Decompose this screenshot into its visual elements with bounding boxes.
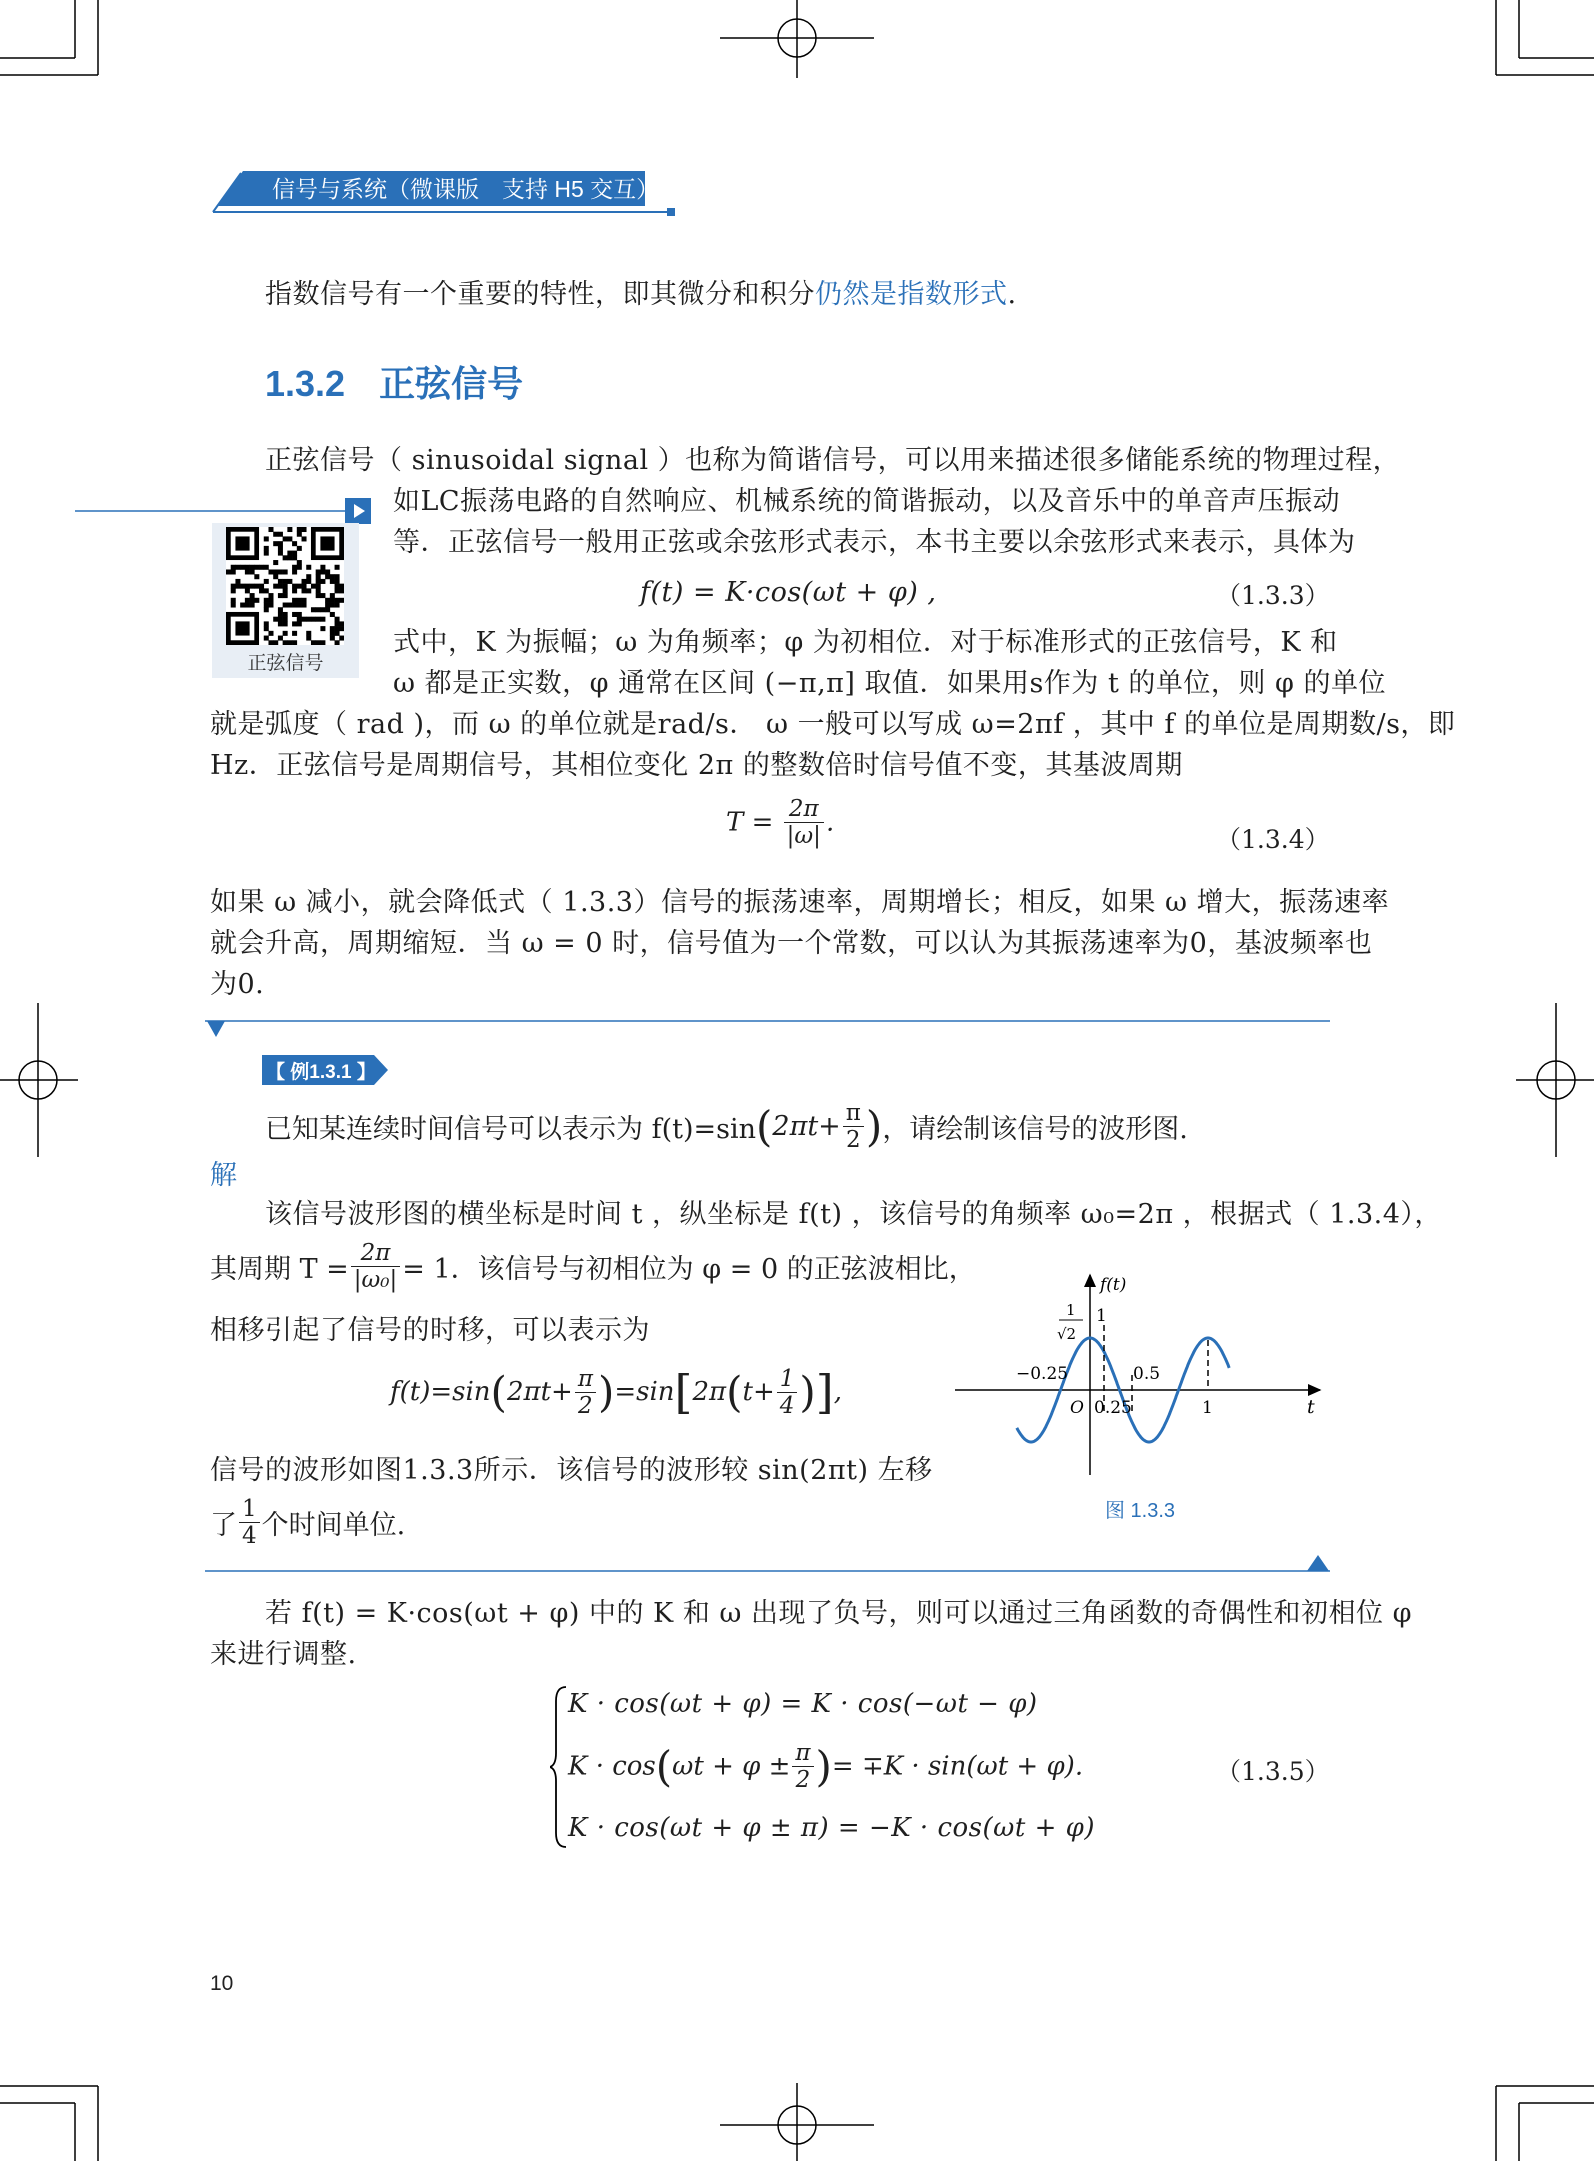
intro-period: .: [1007, 279, 1017, 310]
figure-1-3-3: [950, 1265, 1335, 1480]
body-line-5: ω 都是正实数，φ 通常在区间 (−π,π] 取值．如果用s作为 t 的单位，则 φ 的单位: [393, 668, 1386, 699]
problem-inner: 2πt+: [772, 1111, 841, 1142]
equation-number-1-3-4: （1.3.4）: [1216, 825, 1330, 854]
solution-line-5: [210, 1496, 405, 1549]
sol2-frac-top: 2π: [351, 1240, 400, 1267]
example-bottom-rule: [205, 1547, 1335, 1577]
solution-line-4: 信号的波形如图1.3.3所示．该信号的波形较 sin(2πt) 左移: [210, 1455, 933, 1486]
fig-ylabel: f(t): [1100, 1275, 1127, 1295]
sol2-post: = 1．该信号与初相位为 φ = 0 的正弦波相比，: [402, 1254, 976, 1285]
sol5-frac-top: 1: [239, 1496, 260, 1523]
intro-paragraph: [265, 274, 1017, 315]
page-number: 10: [210, 1972, 234, 1995]
sol2-pre: 其周期 T =: [210, 1254, 349, 1285]
eq134-period: .: [825, 807, 835, 838]
body-line-3: 等．正弦信号一般用正弦或余弦形式表示，本书主要以余弦形式来表示，具体为: [393, 527, 1356, 558]
soleq-c: =sin: [614, 1377, 675, 1407]
soleq-f: ,: [833, 1377, 842, 1407]
soleq-paren-3: (: [726, 1367, 743, 1417]
equation-number-1-3-3: （1.3.3）: [1216, 581, 1330, 610]
paren-left: (: [756, 1102, 773, 1151]
soleq-paren-2: ): [597, 1367, 615, 1417]
after-line-2: 来进行调整.: [210, 1639, 357, 1670]
soleq-bracket-r: ]: [815, 1365, 834, 1419]
eq134-denominator: |ω|: [786, 823, 821, 849]
play-icon[interactable]: [345, 498, 373, 524]
eq135-fraction: [792, 1740, 813, 1793]
soleq-d: 2π: [692, 1377, 727, 1407]
fig-inv-sqrt2-top: 1: [1066, 1301, 1076, 1319]
eq134-lhs: T =: [726, 807, 774, 838]
qr-label: 正弦信号: [247, 653, 324, 674]
problem-frac-bottom: 2: [846, 1127, 861, 1153]
soleq-frac-1-top: π: [575, 1366, 596, 1393]
header-title: 信号与系统（微课版 支持 H5 交互）: [272, 176, 660, 202]
intro-text: 指数信号有一个重要的特性，即其微分和积分: [265, 279, 815, 310]
fig-xlabel: t: [1307, 1396, 1315, 1418]
sol5-pre: 了: [210, 1510, 237, 1541]
sol5-post: 个时间单位.: [261, 1510, 406, 1541]
after-line-1: 若 f(t) = K·cos(ωt + φ) 中的 K 和 ω 出现了负号，则可以通过三角函数的奇偶性和初相位 φ: [265, 1598, 1412, 1629]
section-heading: [265, 356, 523, 407]
figure-caption: 图 1.3.3: [1105, 1500, 1176, 1522]
sol2-frac-bottom: |ω₀|: [353, 1267, 398, 1293]
paren-right: ): [865, 1102, 883, 1151]
problem-text-pre: 已知某连续时间信号可以表示为 f(t)=sin: [265, 1114, 756, 1145]
problem-text-post: ，请绘制该信号的波形图.: [882, 1114, 1188, 1145]
solution-line-3: 相移引起了信号的时移，可以表示为: [210, 1315, 650, 1346]
soleq-paren-4: ): [799, 1367, 816, 1417]
fig-tick-05: 0.5: [1133, 1364, 1161, 1384]
soleq-paren-1: (: [490, 1367, 507, 1417]
fig-origin: O: [1070, 1398, 1084, 1418]
soleq-frac-1: [575, 1366, 596, 1419]
fig-tick-1: 1: [1202, 1398, 1213, 1418]
eq135-frac-top: π: [792, 1740, 813, 1767]
soleq-frac-2-bottom: 4: [779, 1392, 795, 1419]
sol5-fraction: [239, 1496, 260, 1549]
example-top-rule: [205, 1015, 1335, 1045]
eq135-2-post: = ∓K · sin(ωt + φ).: [831, 1751, 1084, 1782]
fig-tick-neg025: −0.25: [1016, 1364, 1069, 1384]
soleq-frac-2-top: 1: [777, 1366, 798, 1393]
qr-code-icon[interactable]: [226, 527, 344, 645]
body-line-4: 式中，K 为振幅；ω 为角频率；φ 为初相位．对于标准形式的正弦信号，K 和: [393, 627, 1338, 658]
sol2-fraction: [351, 1240, 400, 1293]
body-line-1: 正弦信号（ sinusoidal signal ）也称为简谐信号，可以用来描述很多储能系统的物理过程，: [265, 445, 1401, 476]
body-line-7: Hz．正弦信号是周期信号，其相位变化 2π 的整数倍时信号值不变，其基波周期: [210, 750, 1183, 781]
equation-number-1-3-5: （1.3.5）: [1216, 1757, 1330, 1786]
soleq-bracket-l: [: [674, 1365, 693, 1419]
problem-frac-top: π: [843, 1100, 864, 1127]
body-line-2: 如LC振荡电路的自然响应、机械系统的简谐振动，以及音乐中的单音声压振动: [393, 486, 1341, 517]
problem-fraction: [843, 1100, 864, 1153]
solution-line-2: [210, 1240, 976, 1293]
brace-1-3-5: [550, 1685, 570, 1850]
equation-1-3-3: f(t) = K·cos(ωt + φ) ,: [640, 577, 937, 608]
solution-equation: [390, 1365, 842, 1419]
qr-rule: [75, 498, 375, 526]
body-line-6: 就是弧度（ rad )，而 ω 的单位就是rad/s． ω 一般可以写成 ω=2πf ，其中 f 的单位是周期数/s，即: [210, 709, 1456, 740]
soleq-frac-2: [777, 1366, 798, 1419]
equation-1-3-5-line-3: K · cos(ωt + φ ± π) = −K · cos(ωt + φ): [568, 1813, 1095, 1843]
eq134-numerator: 2π: [784, 796, 824, 823]
solution-line-1: 该信号波形图的横坐标是时间 t ，纵坐标是 f(t) ，该信号的角频率 ω₀=2π ，根据式（ 1.3.4），: [265, 1199, 1442, 1230]
eq135-paren-l: (: [655, 1742, 673, 1791]
eq135-2-mid: ωt + φ ±: [672, 1751, 791, 1782]
eq135-2-pre: K · cos: [568, 1751, 656, 1782]
equation-1-3-4: [726, 796, 834, 849]
equation-1-3-5-line-1: K · cos(ωt + φ) = K · cos(−ωt − φ): [568, 1689, 1038, 1719]
sol5-frac-bottom: 4: [242, 1523, 257, 1549]
soleq-a: f(t)=sin: [390, 1377, 491, 1407]
section-title: 正弦信号: [379, 363, 524, 404]
equation-1-3-5-line-2: [568, 1740, 1083, 1793]
section-number: 1.3.2: [265, 363, 346, 404]
fig-val-one: 1: [1096, 1306, 1107, 1326]
example-problem: [265, 1100, 1188, 1153]
fig-tick-025: 0.25: [1094, 1398, 1132, 1418]
eq135-paren-r: ): [815, 1742, 832, 1791]
example-tag: 【 例1.3.1 】: [266, 1062, 376, 1083]
body-line-10: 为0.: [210, 969, 265, 1000]
body-line-8: 如果 ω 减小，就会降低式（ 1.3.3）信号的振荡速率，周期增长；相反，如果 ω 增大，振荡速率: [210, 887, 1390, 918]
soleq-frac-1-bottom: 2: [578, 1392, 593, 1419]
intro-highlight: 仍然是指数形式: [815, 279, 1008, 310]
soleq-e: t+: [742, 1377, 775, 1407]
eq134-fraction: [784, 796, 824, 849]
soleq-b: 2πt+: [506, 1377, 573, 1407]
solution-label: 解: [210, 1160, 237, 1191]
body-line-9: 就会升高，周期缩短．当 ω = 0 时，信号值为一个常数，可以认为其振荡速率为0，基波频率也: [210, 928, 1373, 959]
eq135-frac-bottom: 2: [795, 1767, 811, 1793]
fig-inv-sqrt2-bottom: √2: [1057, 1325, 1077, 1343]
